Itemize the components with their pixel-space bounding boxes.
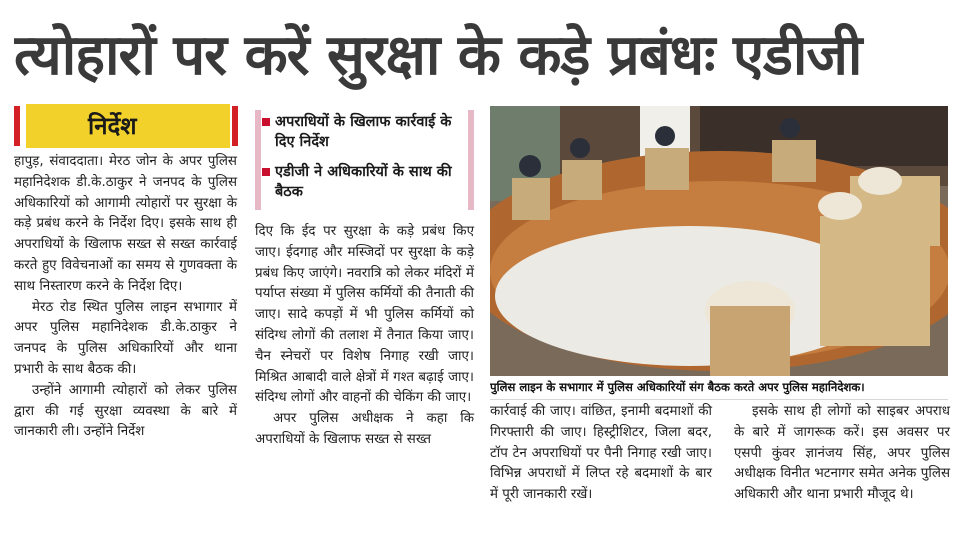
highlight-text: एडीजी ने अधिकारियों के साथ की बैठक — [275, 164, 452, 200]
article-column-2 — [255, 222, 474, 451]
meeting-photo-illustration — [490, 106, 948, 376]
bullet-square-icon — [262, 118, 270, 126]
photo-caption: पुलिस लाइन के सभागार में पुलिस अधिकारियों संग बैठक करते अपर पुलिस महानिदेशक। — [490, 376, 948, 398]
paragraph: अपर पुलिस अधीक्षक ने कहा कि अपराधियों के खिलाफ सख्त से सख्त — [255, 411, 474, 447]
highlight-item — [275, 162, 455, 202]
highlight-item — [275, 112, 455, 152]
highlights-bar-left — [255, 110, 261, 210]
headline: त्योहारों पर करें सुरक्षा के कड़े प्रबंधः एडीजी — [14, 23, 862, 88]
highlight-text: अपराधियों के खिलाफ कार्रवाई के दिए निर्देश — [275, 114, 452, 150]
paragraph: इसके साथ ही लोगों को साइबर अपराध के बारे में जागरूक करें। इस अवसर पर एसपी कुंवर ज्ञानंजय सिंह, अपर पुलिस अधीक्षक विनीत भटनागर समेत अनेक पुलिस अधिकारी और थाना प्रभारी मौजूद थे। — [734, 404, 950, 503]
highlights-bar-right — [468, 110, 474, 210]
article-column-3 — [490, 402, 712, 506]
caption-divider — [490, 399, 948, 400]
section-label-text: निर्देश — [26, 104, 230, 148]
paragraph: हापुड़, संवाददाता। मेरठ जोन के अपर पुलिस महानिदेशक डी.के.ठाकुर ने जनपद के पुलिस अधिकारियों को आगामी त्योहारों पर सुरक्षा के कड़े प्रबंध करने के निर्देश दिए। इसके साथ ही अपराधियों के खिलाफ सख्त से सख्त कार्रवाई करते हुए विवेचनाओं का समय से गुणवक्ता के साथ निस्तारण करने के निर्देश दिए। — [14, 154, 237, 294]
paragraph: उन्होंने आगामी त्योहारों को लेकर पुलिस द्वारा की गई सुरक्षा व्यवस्था के बारे में जानकारी ली। उन्होंने निर्देश — [14, 382, 237, 440]
paragraph: दिए कि ईद पर सुरक्षा के कड़े प्रबंध किए जाए। ईदगाह और मस्जिदों पर सुरक्षा के कड़े प्रबंध किए जाएंगे। नवरात्रि को लेकर मंदिरों में पर्याप्त संख्या में पुलिस कर्मियों की तैनाती की जाए। सादे कपड़ों में भी पुलिस कर्मियों को संदिग्ध लोगों की तलाश में तैनात किया जाए। चैन स्नेचरों पर विशेष निगाह रखी जाए। मिश्रित आबादी वाले क्षेत्रों में गश्त बढ़ाई जाए। संदिग्ध लोगों और वाहनों की चेकिंग की जाए। — [255, 224, 474, 406]
label-accent-right — [232, 106, 238, 146]
label-accent-left — [14, 106, 20, 146]
bullet-square-icon — [262, 168, 270, 176]
article-column-1 — [14, 152, 237, 443]
paragraph: मेरठ रोड स्थित पुलिस लाइन सभागार में अपर पुलिस महानिदेशक डी.के.ठाकुर ने जनपद के पुलिस अधिकारियों और थाना प्रभारी के साथ बैठक की। — [14, 299, 237, 377]
section-label — [14, 104, 238, 148]
paragraph: कार्रवाई की जाए। वांछित, इनामी बदमाशों की गिरफ्तारी की जाए। हिस्ट्रीशिटर, जिला बदर, टॉप टेन अपराधियों पर पैनी निगाह रखी जाए। विभिन्न अपराधों में लिप्त रहे बदमाशों के बार में पूरी जानकारी रखें। — [490, 404, 712, 503]
meeting-photo — [490, 106, 948, 376]
article-column-4 — [734, 402, 950, 506]
highlights-box — [255, 106, 474, 214]
